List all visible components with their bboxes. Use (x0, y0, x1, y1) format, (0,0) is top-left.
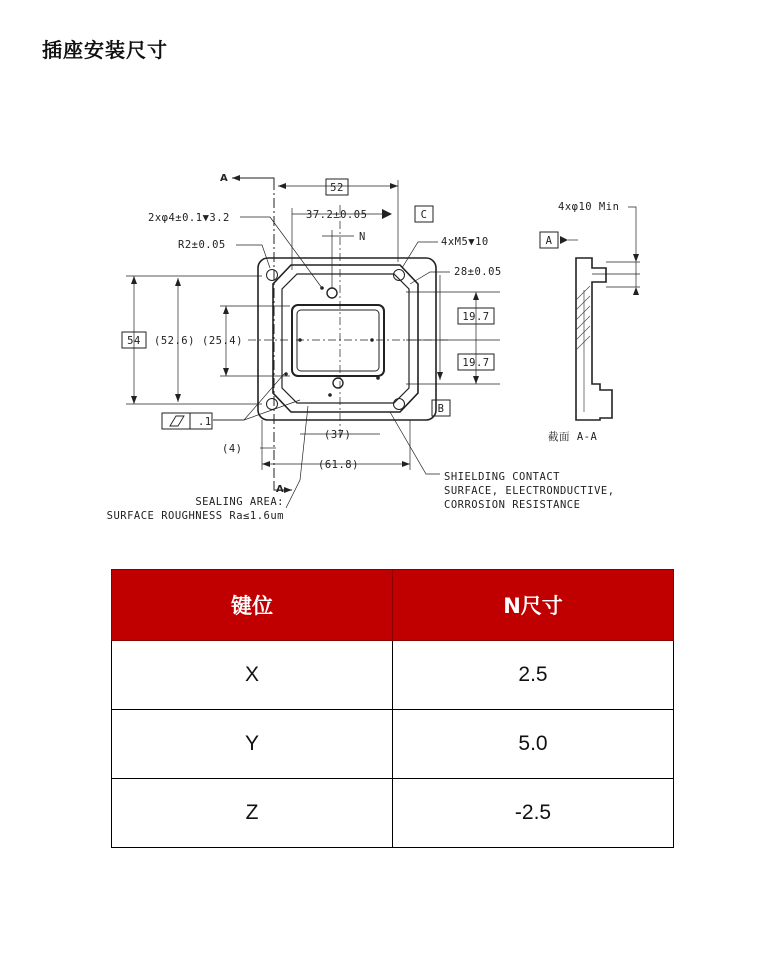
socket-mounting-drawing (0, 150, 784, 540)
dim-label: (52.6) (154, 335, 195, 347)
dim-label: (37) (324, 429, 352, 441)
section-label-a: A (276, 484, 285, 495)
dim-label: 54 (127, 335, 141, 347)
window-outer (292, 305, 384, 376)
cell-key: Z (112, 779, 393, 848)
thread-callout: 4xM5▼10 (441, 236, 489, 248)
table-row (112, 710, 674, 779)
corner-hole (267, 399, 278, 410)
shielding-note: SHIELDING CONTACT (444, 471, 560, 483)
key-dimension-table (111, 569, 674, 848)
table-header-row (112, 570, 674, 641)
dim-label: (25.4) (202, 335, 243, 347)
locating-hole (327, 288, 337, 298)
shielding-note: CORROSION RESISTANCE (444, 499, 581, 511)
datum-label: B (437, 403, 445, 415)
cell-value: 5.0 (393, 710, 674, 779)
table-row (112, 641, 674, 710)
corner-hole (394, 399, 405, 410)
section-caption: 截面 A-A (548, 431, 598, 443)
corner-hole (267, 270, 278, 281)
page-title: 插座安装尺寸 (42, 38, 168, 62)
cell-key: X (112, 641, 393, 710)
cell-key: Y (112, 710, 393, 779)
n-label: N (359, 231, 366, 243)
dim-label: 28±0.05 (454, 266, 502, 278)
octagon-inner (282, 274, 409, 403)
octagon-outer (273, 265, 418, 412)
dim-label: (4) (222, 443, 243, 455)
header-n-dimension: N尺寸 (393, 570, 674, 641)
cell-value: -2.5 (393, 779, 674, 848)
section-label-a: A (220, 173, 229, 184)
hole-min-callout: 4xφ10 Min (558, 201, 620, 213)
dim-label: 37.2±0.05 (306, 209, 368, 221)
sealing-note: SURFACE ROUGHNESS Ra≤1.6um (106, 510, 284, 522)
radius-callout: R2±0.05 (178, 239, 226, 251)
table-row (112, 779, 674, 848)
datum-label: A (545, 235, 553, 247)
sealing-note: SEALING AREA: (195, 496, 284, 508)
window-inner (297, 310, 379, 371)
datum-label: C (420, 209, 428, 221)
flatness-value: .1 (198, 416, 212, 428)
hole-callout: 2xφ4±0.1▼3.2 (148, 212, 230, 224)
locating-hole (333, 378, 343, 388)
section-view (576, 258, 612, 420)
dim-label: (61.8) (318, 459, 359, 471)
header-key: 键位 (112, 570, 393, 641)
cell-value: 2.5 (393, 641, 674, 710)
dim-label: 52 (330, 182, 344, 194)
dim-label: 19.7 (462, 357, 490, 369)
shielding-note: SURFACE, ELECTRONDUCTIVE, (444, 485, 615, 497)
dim-label: 19.7 (462, 311, 490, 323)
